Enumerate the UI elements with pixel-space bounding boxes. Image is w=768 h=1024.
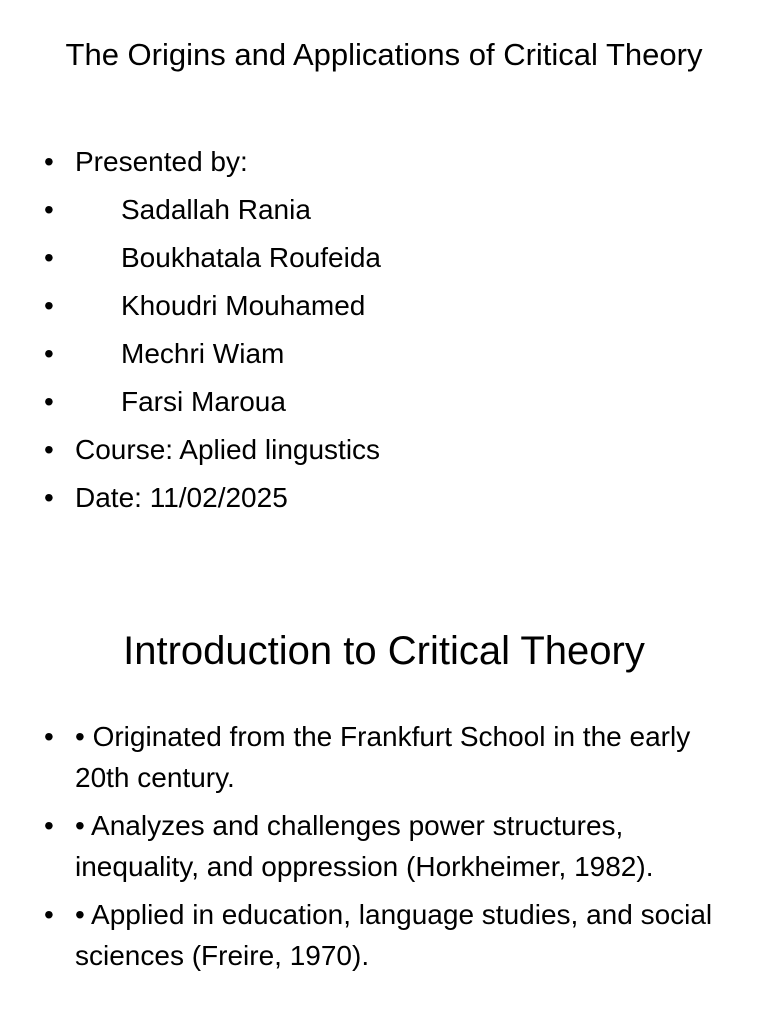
list-item-presenter [44, 186, 724, 234]
introduction-title: Introduction to Critical Theory [123, 629, 645, 673]
bullet-icon: • [44, 482, 54, 513]
list-item [44, 894, 724, 976]
bullet-icon: • [44, 721, 54, 752]
list-item-presented-by [44, 138, 724, 186]
presenter-name: Farsi Maroua [121, 386, 286, 417]
list-item-course [44, 426, 724, 474]
list-item-presenter [44, 234, 724, 282]
presenter-name: Boukhatala Roufeida [121, 242, 381, 273]
list-item-date [44, 474, 724, 522]
course-text: Course: Aplied lingustics [75, 434, 381, 465]
presentation-title: The Origins and Applications of Critical Theory [65, 37, 703, 72]
bullet-icon: • [44, 899, 54, 930]
bullet-text: • Applied in education, language studies, and social sciences (Freire, 1970). [75, 899, 713, 971]
list-item-presenter [44, 282, 724, 330]
bullet-icon: • [44, 290, 54, 321]
bullet-text: • Originated from the Frankfurt School in the early 20th century. [75, 721, 691, 793]
presenter-name: Mechri Wiam [121, 338, 285, 369]
bullet-icon: • [44, 338, 54, 369]
bullet-icon: • [44, 194, 54, 225]
bullet-text: • Analyzes and challenges power structures, inequality, and oppression (Horkheimer, 1982). [75, 810, 654, 882]
presentation-info-list [44, 138, 724, 522]
introduction-bullet-list [44, 716, 724, 983]
bullet-icon: • [44, 146, 54, 177]
introduction-slide [0, 560, 768, 1024]
list-item-presenter [44, 378, 724, 426]
presenter-name: Khoudri Mouhamed [121, 290, 366, 321]
bullet-icon: • [44, 810, 54, 841]
bullet-icon: • [44, 434, 54, 465]
date-text: Date: 11/02/2025 [75, 482, 288, 513]
list-item [44, 805, 724, 887]
presented-by-label: Presented by: [75, 146, 248, 177]
presenter-name: Sadallah Rania [121, 194, 311, 225]
bullet-icon: • [44, 242, 54, 273]
list-item-presenter [44, 330, 724, 378]
bullet-icon: • [44, 386, 54, 417]
list-item [44, 716, 724, 798]
